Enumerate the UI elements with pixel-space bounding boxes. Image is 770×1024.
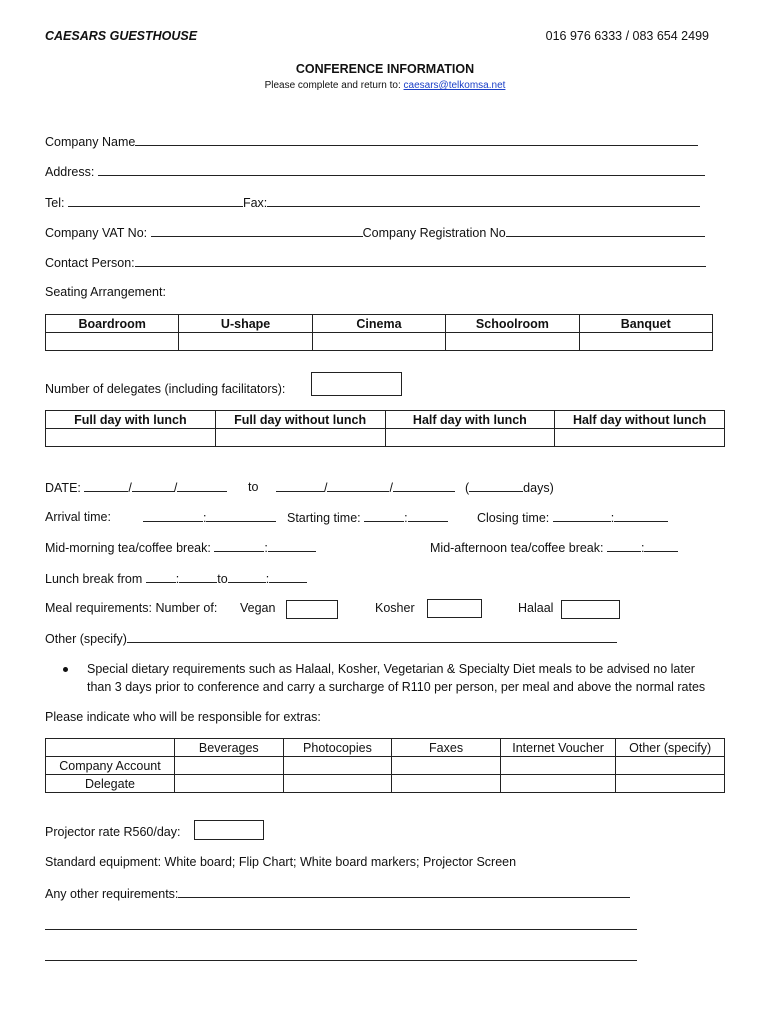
extras-company-other-cell[interactable]	[616, 757, 725, 775]
lunch-to-hour-field[interactable]	[228, 571, 266, 583]
seating-label: Seating Arrangement:	[45, 285, 166, 299]
starting-label: Starting time:	[287, 511, 361, 525]
contact-label: Contact Person:	[45, 256, 135, 270]
starting-hour-field[interactable]	[364, 510, 404, 522]
phone-numbers: 016 976 6333 / 083 654 2499	[545, 29, 709, 43]
arrival-label: Arrival time:	[45, 510, 111, 524]
date-day-to[interactable]	[276, 480, 324, 492]
closing-label: Closing time:	[477, 511, 550, 525]
extras-company-internet-cell[interactable]	[500, 757, 615, 775]
extras-delegate-faxes-cell[interactable]	[392, 775, 501, 793]
contact-row	[45, 255, 706, 270]
other-meal-row	[45, 631, 617, 646]
lunch-to-minute-field[interactable]	[269, 571, 307, 583]
lunch-row: Lunch break from : to :	[45, 571, 307, 586]
extras-header-row	[46, 739, 725, 757]
seating-ushape-cell[interactable]	[179, 333, 312, 351]
mid-morning-label: Mid-morning tea/coffee break:	[45, 541, 211, 555]
lunch-from-minute-field[interactable]	[179, 571, 217, 583]
mid-morning-row: Mid-morning tea/coffee break: :	[45, 540, 316, 555]
date-label: DATE:	[45, 481, 81, 495]
dietary-note-line-2: than 3 days prior to conference and carry a surcharge of R110 per person, per meal and above the normal rates	[87, 680, 706, 694]
registration-label: Company Registration No	[362, 226, 506, 240]
other-requirements-line-3[interactable]	[45, 960, 637, 961]
duration-half-no-lunch-cell[interactable]	[555, 429, 725, 447]
extras-row-delegate: Delegate	[46, 775, 175, 793]
seating-banquet-cell[interactable]	[579, 333, 712, 351]
seating-input-row	[46, 333, 713, 351]
days-row	[465, 480, 554, 495]
date-month-from[interactable]	[132, 480, 174, 492]
extras-header-beverages: Beverages	[175, 739, 284, 757]
extras-row-company-account: Company Account	[46, 757, 175, 775]
vegan-count-box[interactable]	[286, 600, 338, 619]
duration-full-lunch-cell[interactable]	[46, 429, 216, 447]
extras-delegate-row	[46, 775, 725, 793]
tel-label: Tel:	[45, 196, 65, 210]
page-title: CONFERENCE INFORMATION	[295, 62, 475, 76]
seating-header-schoolroom: Schoolroom	[446, 315, 579, 333]
dietary-note-line-1: Special dietary requirements such as Halaal, Kosher, Vegetarian & Specialty Diet meals to be advised no later	[87, 662, 695, 676]
date-row: DATE: / /	[45, 480, 227, 495]
arrival-hour-field[interactable]	[143, 510, 203, 522]
seating-boardroom-cell[interactable]	[46, 333, 179, 351]
extras-delegate-other-cell[interactable]	[616, 775, 725, 793]
extras-header-faxes: Faxes	[392, 739, 501, 757]
duration-header-full-lunch: Full day with lunch	[46, 411, 216, 429]
registration-field[interactable]	[506, 225, 705, 237]
vat-field[interactable]	[151, 225, 363, 237]
address-field[interactable]	[98, 164, 705, 176]
lunch-to-label: to	[217, 572, 228, 586]
company-name-row	[45, 134, 698, 149]
mid-morning-hour-field[interactable]	[214, 540, 264, 552]
date-to-row: / /	[276, 480, 455, 495]
closing-hour-field[interactable]	[553, 510, 611, 522]
duration-full-no-lunch-cell[interactable]	[215, 429, 385, 447]
vat-label: Company VAT No:	[45, 226, 148, 240]
starting-row: Starting time: :	[287, 510, 448, 525]
vat-registration-row	[45, 225, 705, 240]
fax-field[interactable]	[267, 195, 700, 207]
page-subtitle	[0, 80, 770, 91]
extras-company-photocopies-cell[interactable]	[283, 757, 392, 775]
other-meal-field[interactable]	[127, 631, 617, 643]
date-day-from[interactable]	[84, 480, 128, 492]
contact-field[interactable]	[135, 255, 706, 267]
duration-half-lunch-cell[interactable]	[385, 429, 555, 447]
days-open-paren: (	[465, 481, 470, 495]
seating-header-ushape: U-shape	[179, 315, 312, 333]
seating-header-cinema: Cinema	[312, 315, 445, 333]
other-requirements-row	[45, 886, 630, 901]
lunch-from-hour-field[interactable]	[146, 571, 176, 583]
kosher-label: Kosher	[375, 601, 415, 615]
mid-afternoon-label: Mid-afternoon tea/coffee break:	[430, 541, 604, 555]
extras-header-photocopies: Photocopies	[283, 739, 392, 757]
extras-company-row	[46, 757, 725, 775]
duration-header-full-no-lunch: Full day without lunch	[215, 411, 385, 429]
date-to-label: to	[248, 480, 259, 494]
delegates-label: Number of delegates (including facilitators):	[45, 382, 286, 396]
seating-cinema-cell[interactable]	[312, 333, 445, 351]
mid-afternoon-minute-field[interactable]	[644, 540, 678, 552]
extras-header-other: Other (specify)	[616, 739, 725, 757]
days-count-field[interactable]	[469, 480, 523, 492]
seating-header-row	[46, 315, 713, 333]
closing-minute-field[interactable]	[614, 510, 668, 522]
duration-header-row	[46, 411, 725, 429]
duration-table	[45, 410, 725, 447]
fax-label: Fax:	[242, 196, 268, 210]
seating-header-boardroom: Boardroom	[46, 315, 179, 333]
address-row	[45, 164, 705, 179]
other-requirements-field[interactable]	[178, 886, 630, 898]
other-requirements-label: Any other requirements:	[45, 887, 179, 901]
meal-requirements-label: Meal requirements: Number of:	[45, 601, 218, 615]
standard-equipment-text: Standard equipment: White board; Flip Chart; White board markers; Projector Screen	[45, 855, 517, 869]
extras-label: Please indicate who will be responsible for extras:	[45, 710, 321, 724]
company-name-label: Company Name	[45, 135, 136, 149]
email-link[interactable]: caesars@telkomsa.net	[403, 80, 506, 91]
lunch-label: Lunch break from	[45, 572, 143, 586]
subtitle-text: Please complete and return to:	[264, 80, 404, 91]
date-year-to[interactable]	[393, 480, 455, 492]
extras-company-faxes-cell[interactable]	[392, 757, 501, 775]
mid-afternoon-hour-field[interactable]	[607, 540, 641, 552]
other-meal-label: Other (specify)	[45, 632, 127, 646]
extras-delegate-photocopies-cell[interactable]	[283, 775, 392, 793]
date-month-to[interactable]	[327, 480, 389, 492]
address-label: Address:	[45, 165, 95, 179]
closing-row: Closing time: :	[477, 510, 668, 525]
delegates-count-box[interactable]	[311, 372, 402, 396]
extras-header-internet-voucher: Internet Voucher	[500, 739, 615, 757]
halaal-label: Halaal	[518, 601, 554, 615]
business-name: CAESARS GUESTHOUSE	[45, 29, 198, 43]
arrival-minute-field[interactable]	[206, 510, 276, 522]
tel-field[interactable]	[68, 195, 243, 207]
duration-header-half-lunch: Half day with lunch	[385, 411, 555, 429]
kosher-count-box[interactable]	[427, 599, 482, 618]
bullet-icon	[63, 667, 68, 672]
vegan-label: Vegan	[240, 601, 276, 615]
days-label: days)	[523, 481, 554, 495]
other-requirements-line-2[interactable]	[45, 929, 637, 930]
duration-header-half-no-lunch: Half day without lunch	[555, 411, 725, 429]
company-name-field[interactable]	[135, 134, 698, 146]
seating-header-banquet: Banquet	[579, 315, 712, 333]
duration-input-row	[46, 429, 725, 447]
tel-fax-row	[45, 195, 700, 210]
date-year-from[interactable]	[177, 480, 227, 492]
extras-delegate-internet-cell[interactable]	[500, 775, 615, 793]
projector-label: Projector rate R560/day:	[45, 825, 181, 839]
starting-minute-field[interactable]	[408, 510, 448, 522]
extras-table	[45, 738, 725, 793]
extras-company-beverages-cell[interactable]	[175, 757, 284, 775]
seating-schoolroom-cell[interactable]	[446, 333, 579, 351]
halaal-count-box[interactable]	[561, 600, 620, 619]
mid-morning-minute-field[interactable]	[268, 540, 316, 552]
seating-table	[45, 314, 713, 351]
extras-corner-cell	[46, 739, 175, 757]
extras-delegate-beverages-cell[interactable]	[175, 775, 284, 793]
arrival-time-row: :	[143, 510, 276, 525]
mid-afternoon-row: Mid-afternoon tea/coffee break: :	[430, 540, 678, 555]
projector-days-box[interactable]	[194, 820, 264, 840]
